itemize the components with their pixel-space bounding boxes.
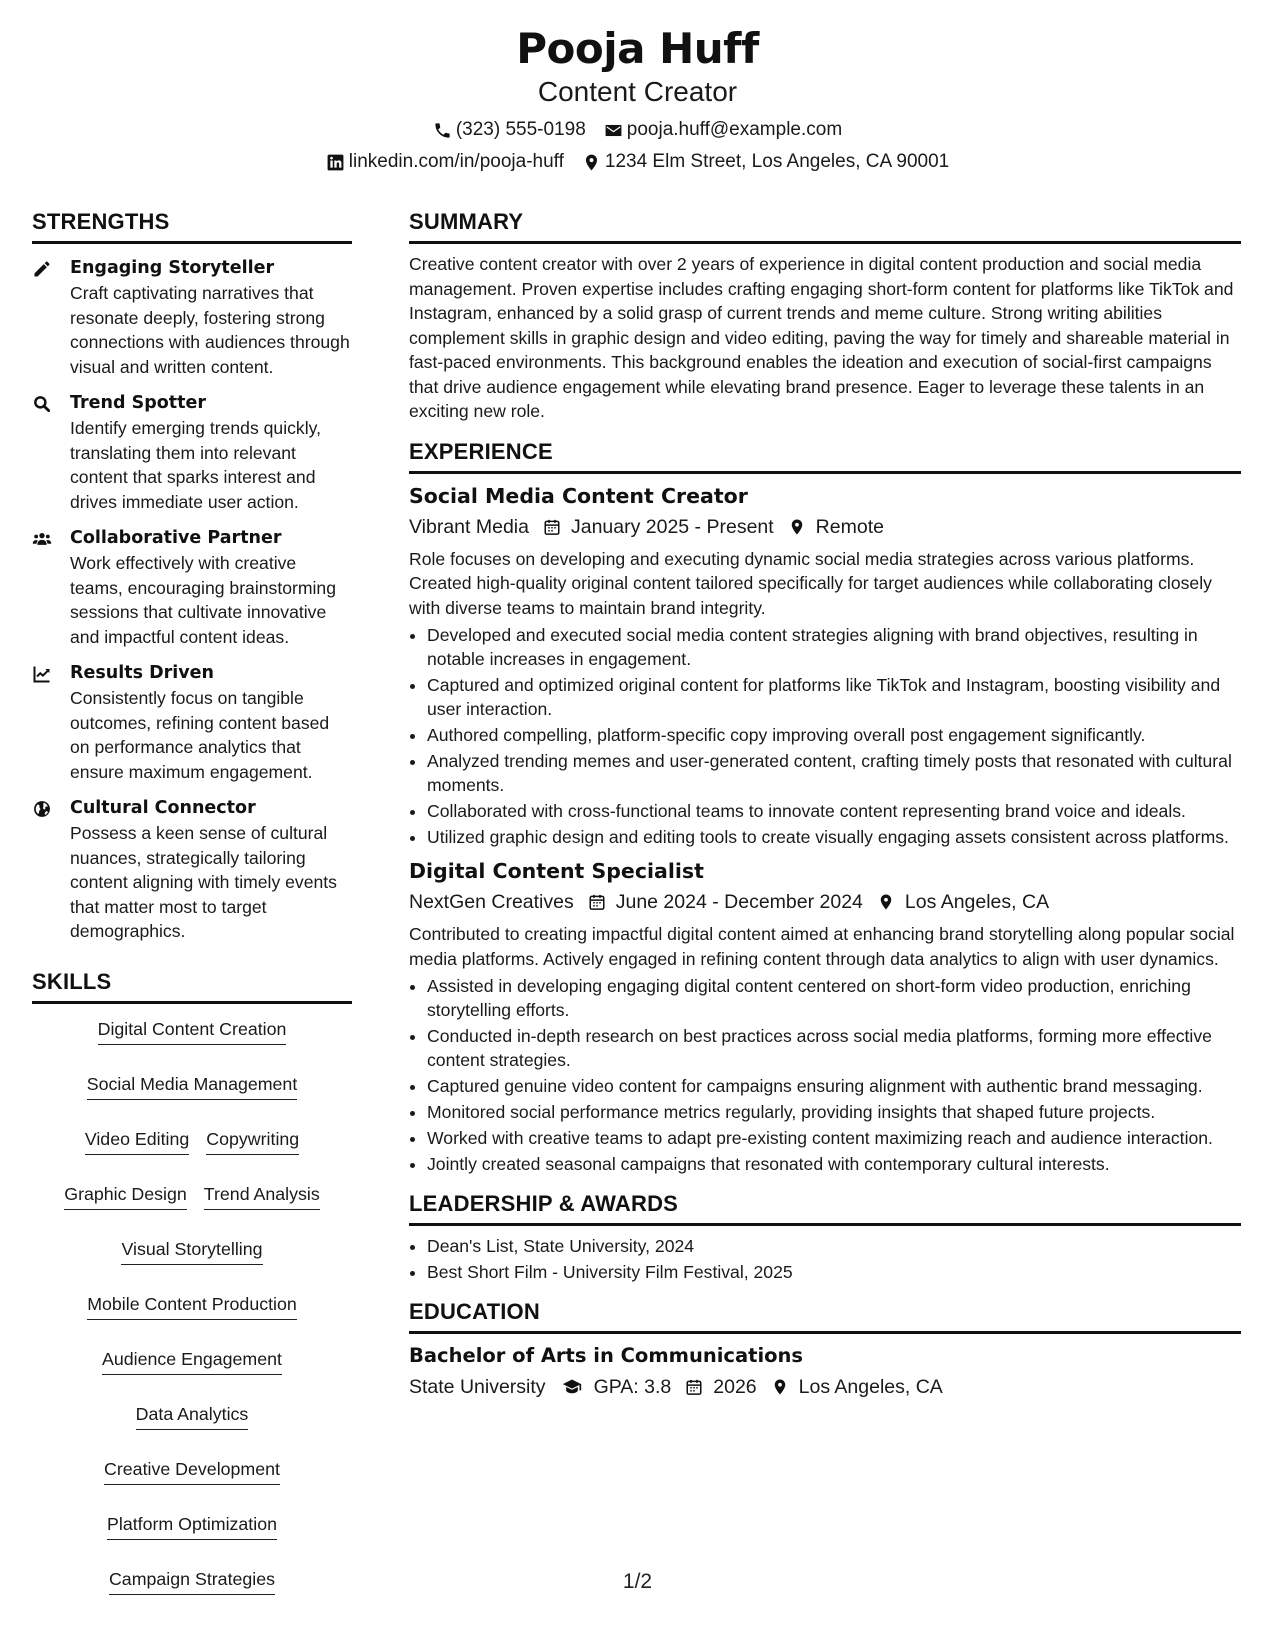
email-contact[interactable] xyxy=(604,118,842,142)
graduation-year: 2026 xyxy=(713,1376,757,1398)
calendar-icon xyxy=(685,1378,703,1396)
map-pin-icon xyxy=(582,153,601,172)
skill-tag: Video Editing xyxy=(85,1126,189,1155)
job-bullet: • Captured and optimized original content for platforms like TikTok and Instagram, boosting visibility and user interaction. xyxy=(427,673,1241,721)
calendar-icon xyxy=(543,518,561,536)
job-bullet: • Analyzed trending memes and user-generated content, crafting timely posts that resonated with cultural moments. xyxy=(427,749,1241,797)
strength-item xyxy=(32,661,352,784)
address-contact xyxy=(582,150,949,174)
phone-contact xyxy=(433,118,586,142)
envelope-icon xyxy=(604,121,623,140)
section-divider xyxy=(32,1001,352,1004)
strength-description: Craft captivating narratives that resonate deeply, fostering strong connections with audiences through visual and written content. xyxy=(70,283,350,377)
map-pin-icon xyxy=(788,518,806,536)
strength-description: Possess a keen sense of cultural nuances, strategically tailoring content aligning with timely events that matter most to target demographics. xyxy=(70,823,337,941)
section-divider xyxy=(409,241,1241,244)
job-title: Digital Content Specialist xyxy=(409,859,704,883)
job-bullet: • Captured genuine video content for campaigns ensuring alignment with authentic brand messaging. xyxy=(427,1074,1241,1098)
degree-title: Bachelor of Arts in Communications xyxy=(409,1344,804,1367)
skills-list xyxy=(32,1016,352,1595)
resume-header xyxy=(0,22,1275,174)
strength-title: Cultural Connector xyxy=(70,798,256,818)
strength-description: Identify emerging trends quickly, translating them into relevant content that sparks interest and drives immediate user action. xyxy=(70,418,321,512)
map-pin-icon xyxy=(877,893,895,911)
job-bullet: • Collaborated with cross-functional teams to innovate content representing brand voice and ideals. xyxy=(427,799,1241,823)
job-bullet: • Monitored social performance metrics regularly, providing insights that shaped future projects. xyxy=(427,1100,1241,1124)
strength-description: Consistently focus on tangible outcomes, refining content based on performance analytics that ensure maximum engagement. xyxy=(70,688,330,782)
linkedin-url[interactable]: linkedin.com/in/pooja-huff xyxy=(348,151,564,172)
strength-item xyxy=(32,796,352,944)
job-location: Los Angeles, CA xyxy=(904,891,1050,913)
awards-section xyxy=(409,1190,1241,1284)
job-dates: June 2024 - December 2024 xyxy=(615,891,863,913)
skill-tag: Platform Optimization xyxy=(107,1511,277,1540)
job-entry xyxy=(409,482,1241,850)
section-divider xyxy=(409,1331,1241,1334)
award-item: • Best Short Film - University Film Festival, 2025 xyxy=(427,1260,1241,1284)
job-bullets xyxy=(409,974,1241,1176)
users-icon xyxy=(32,529,52,549)
job-company: NextGen Creatives xyxy=(409,891,574,913)
award-item: • Dean's List, State University, 2024 xyxy=(427,1234,1241,1258)
strength-item xyxy=(32,256,352,379)
job-bullets xyxy=(409,623,1241,849)
gpa-value: GPA: 3.8 xyxy=(593,1376,672,1398)
skill-tag: Audience Engagement xyxy=(102,1346,282,1375)
strengths-section xyxy=(32,208,352,944)
school-name: State University xyxy=(409,1376,546,1398)
skills-section xyxy=(32,968,352,1595)
school-location: Los Angeles, CA xyxy=(798,1376,943,1398)
section-divider xyxy=(409,1223,1241,1226)
job-bullet: • Jointly created seasonal campaigns that resonated with contemporary cultural interests. xyxy=(427,1152,1241,1176)
job-meta xyxy=(409,513,1241,541)
candidate-role: Content Creator xyxy=(537,76,738,107)
section-title-strengths: STRENGTHS xyxy=(32,209,170,234)
section-divider xyxy=(32,241,352,244)
strength-description: Work effectively with creative teams, encouraging brainstorming sessions that cultivate innovative and impactful content ideas. xyxy=(70,553,337,647)
strength-item xyxy=(32,526,352,649)
skill-tag: Visual Storytelling xyxy=(121,1236,262,1265)
globe-icon xyxy=(32,799,52,819)
job-bullet: • Worked with creative teams to adapt pre-existing content maximizing reach and audience interaction. xyxy=(427,1126,1241,1150)
experience-section xyxy=(409,438,1241,1177)
skill-tag: Data Analytics xyxy=(136,1401,249,1430)
job-dates: January 2025 - Present xyxy=(570,515,774,538)
job-entry xyxy=(409,857,1241,1176)
job-description: Contributed to creating impactful digital content aimed at enhancing brand storytelling along popular social media platforms. Actively engaged in refining content through data analytics to align with user dynamics. xyxy=(409,924,1235,969)
right-column xyxy=(409,208,1241,1401)
job-bullet: • Conducted in-depth research on best practices across social media platforms, forming more effective content strategies. xyxy=(427,1024,1241,1072)
email-address[interactable]: pooja.huff@example.com xyxy=(626,119,843,140)
strength-title: Trend Spotter xyxy=(70,393,206,413)
skill-tag: Trend Analysis xyxy=(204,1181,320,1210)
job-bullet: • Developed and executed social media content strategies aligning with brand objectives, resulting in notable increases in engagement. xyxy=(427,623,1241,671)
skill-tag: Copywriting xyxy=(206,1126,299,1155)
education-meta xyxy=(409,1373,1241,1401)
summary-section xyxy=(409,208,1241,424)
job-title: Social Media Content Creator xyxy=(409,483,748,508)
job-location: Remote xyxy=(815,515,884,538)
education-section xyxy=(409,1298,1241,1401)
phone-number: (323) 555-0198 xyxy=(455,119,586,140)
summary-text: Creative content creator with over 2 years of experience in digital content production and social media management. Proven expertise includes crafting engaging short-form content for platforms like TikTok and Instagram, enhanced by a solid grasp of current trends and meme culture. Strong writing abilities complement skills in graphic design and video editing, paving the way for timely and shareable material in fast-paced environments. This background enables the ideation and execution of social-first campaigns that drive audience engagement while elevating brand presence. Eager to leverage these talents in an exciting new role. xyxy=(409,254,1234,421)
skill-tag: Social Media Management xyxy=(87,1071,298,1100)
skill-tag: Graphic Design xyxy=(64,1181,187,1210)
phone-icon xyxy=(433,121,452,140)
search-icon xyxy=(32,394,52,414)
skill-tag: Campaign Strategies xyxy=(109,1566,275,1595)
strength-title: Engaging Storyteller xyxy=(70,258,275,278)
address-text: 1234 Elm Street, Los Angeles, CA 90001 xyxy=(604,151,950,172)
pencil-icon xyxy=(32,259,52,279)
section-title-summary: SUMMARY xyxy=(409,209,524,234)
strength-title: Collaborative Partner xyxy=(70,528,282,548)
strength-item xyxy=(32,391,352,514)
left-column xyxy=(32,208,352,1595)
calendar-icon xyxy=(588,893,606,911)
section-title-awards: LEADERSHIP & AWARDS xyxy=(409,1191,679,1216)
strength-title: Results Driven xyxy=(70,663,214,683)
contact-line-1 xyxy=(0,118,1275,142)
candidate-name: Pooja Huff xyxy=(516,24,759,73)
job-description: Role focuses on developing and executing dynamic social media strategies across various platforms. Created high-quality original content tailored specifically for target audiences while collaborating closely with diverse teams to maintain brand integrity. xyxy=(409,548,1212,618)
skill-tag: Creative Development xyxy=(104,1456,280,1485)
map-pin-icon xyxy=(771,1378,789,1396)
skill-tag: Mobile Content Production xyxy=(87,1291,297,1320)
linkedin-contact[interactable] xyxy=(326,150,564,174)
chart-line-icon xyxy=(32,664,52,684)
job-meta xyxy=(409,888,1241,916)
section-title-skills: SKILLS xyxy=(32,968,112,994)
skill-tag: Digital Content Creation xyxy=(98,1016,287,1045)
job-bullet: • Utilized graphic design and editing tools to create visually engaging assets consistent across platforms. xyxy=(427,825,1241,849)
job-company: Vibrant Media xyxy=(409,515,529,538)
graduation-cap-icon xyxy=(560,1377,584,1397)
job-bullet: • Authored compelling, platform-specific copy improving overall post engagement significantly. xyxy=(427,723,1241,747)
page-number: 1/2 xyxy=(622,1570,653,1593)
awards-list xyxy=(409,1234,1241,1284)
section-divider xyxy=(409,471,1241,474)
linkedin-icon xyxy=(326,153,345,172)
job-bullet: • Assisted in developing engaging digital content centered on short-form video production, enriching storytelling efforts. xyxy=(427,974,1241,1022)
section-title-experience: EXPERIENCE xyxy=(409,438,553,464)
contact-line-2 xyxy=(0,150,1275,174)
section-title-education: EDUCATION xyxy=(409,1299,540,1324)
